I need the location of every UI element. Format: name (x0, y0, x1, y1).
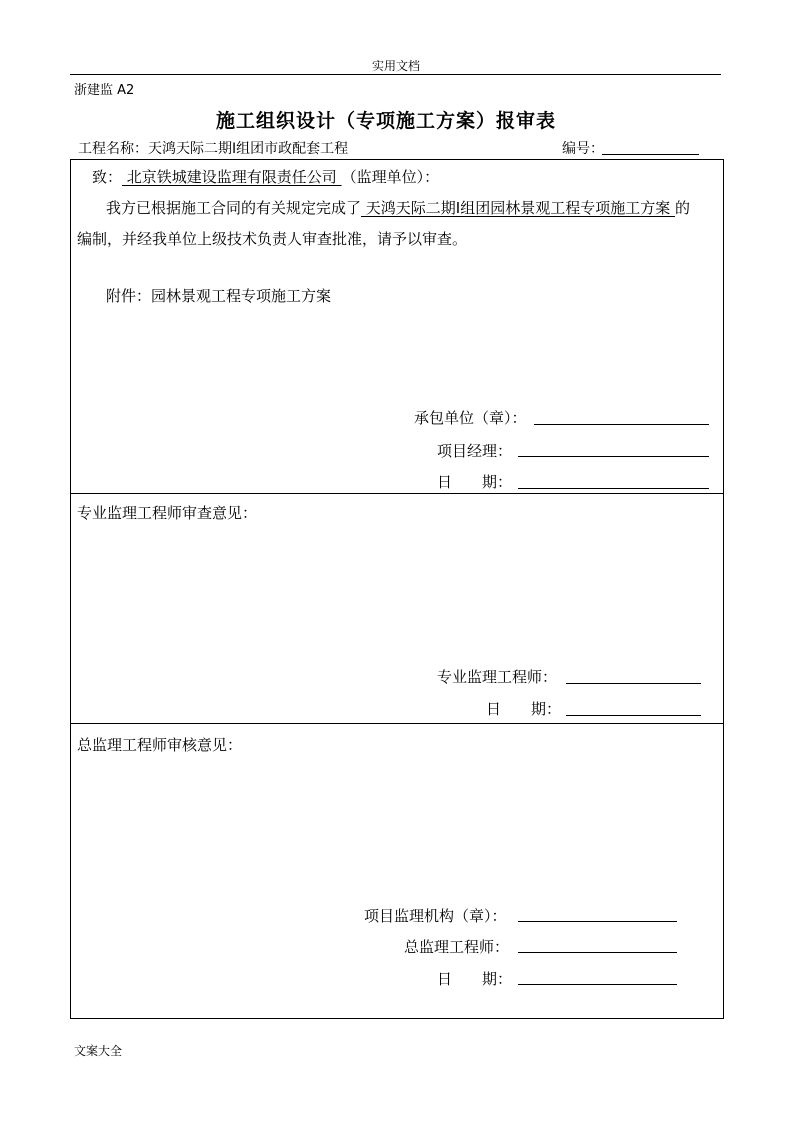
supervision-org-label: 项目监理机构（章）： (364, 907, 507, 925)
supervision-org-signature-line[interactable] (518, 921, 677, 922)
project-manager-signature-line[interactable] (518, 456, 709, 457)
section1-date-label: 日 期： (437, 473, 513, 491)
page-header: 实用文档 (372, 59, 421, 73)
project-name-value: 天鸿天际二期Ⅰ组团市政配套工程 (148, 141, 349, 157)
body-end: 的 (674, 199, 690, 217)
body-line-2: 编制，并经我单位上级技术负责人审查批准，请予以审查。 (77, 230, 468, 248)
contractor-label: 承包单位（章）： (414, 409, 527, 427)
section2-date-line[interactable] (566, 715, 701, 716)
plan-name: 天鸿天际二期Ⅰ组团园林景观工程专项施工方案 (361, 199, 675, 217)
section1-date-line[interactable] (518, 488, 709, 489)
chief-review-heading: 总监理工程师审核意见： (77, 736, 243, 754)
supervision-org: 北京铁城建设监理有限责任公司 (122, 168, 342, 186)
addressee-suffix: （监理单位）： (341, 168, 440, 186)
doc-code: 浙建监 A2 (74, 83, 135, 98)
number-field-line[interactable] (602, 154, 699, 155)
addressee-line (92, 166, 439, 187)
chief-engineer-label: 总监理工程师： (404, 938, 510, 956)
chief-engineer-signature-line[interactable] (518, 952, 677, 953)
attachment-line: 附件：园林景观工程专项施工方案 (106, 287, 332, 305)
contractor-signature-line[interactable] (534, 424, 709, 425)
table-divider-2 (70, 723, 724, 724)
table-left-border (70, 159, 71, 1019)
section3-date-label: 日 期： (437, 970, 513, 988)
table-top-border (70, 159, 724, 160)
body-start: 我方已根据施工合同的有关规定完成了 (106, 199, 362, 217)
section2-date-label: 日 期： (486, 700, 562, 718)
project-manager-label: 项目经理： (437, 442, 513, 460)
number-label: 编号： (562, 141, 604, 157)
table-divider-1 (70, 493, 724, 494)
specialty-engineer-label: 专业监理工程师： (437, 668, 558, 686)
page-footer: 文案大全 (74, 1044, 123, 1058)
specialty-engineer-signature-line[interactable] (566, 683, 701, 684)
addressee-prefix: 致： (92, 168, 123, 186)
section3-date-line[interactable] (518, 984, 677, 985)
engineer-review-heading: 专业监理工程师审查意见： (77, 504, 258, 522)
table-right-border (723, 159, 724, 1019)
header-rule (70, 74, 721, 75)
table-bottom-border (70, 1018, 724, 1019)
form-title: 施工组织设计（专项施工方案）报审表 (216, 110, 557, 132)
body-line-1 (106, 197, 690, 218)
project-name-line (78, 138, 348, 158)
project-name-label: 工程名称： (78, 141, 148, 157)
